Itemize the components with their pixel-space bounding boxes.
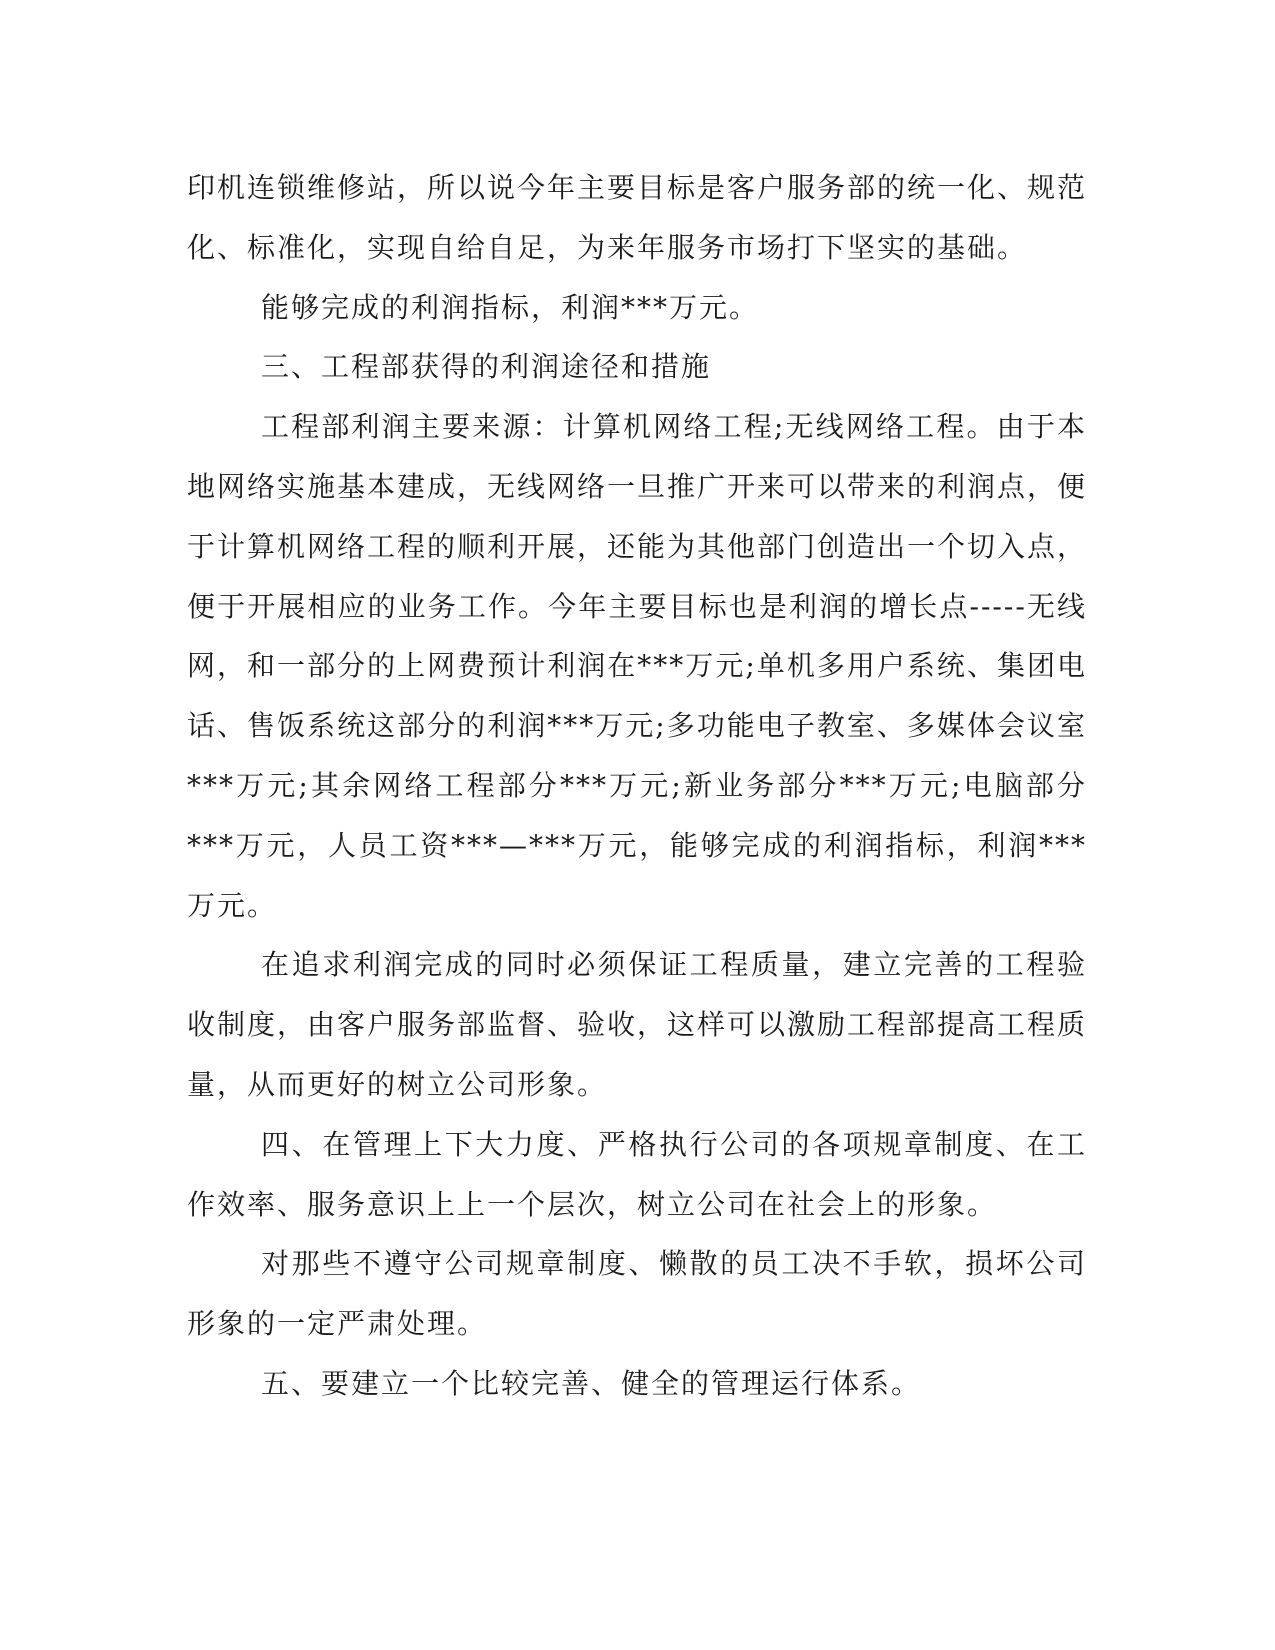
section-heading-management-system: 五、要建立一个比较完善、健全的管理运行体系。 (261, 1366, 922, 1400)
paragraph-discipline: 对那些不遵守公司规章制度、懒散的员工决不手软，损坏公司形象的一定严肃处理。 (187, 1247, 1087, 1341)
paragraph-continuation: 印机连锁维修站，所以说今年主要目标是客户服务部的统一化、规范化、标准化，实现自给自足，为来年服务市场打下坚实的基础。 (187, 171, 1088, 264)
paragraph-profit-target: 能够完成的利润指标，利润***万元。 (261, 290, 760, 324)
paragraph-engineering-quality: 在追求利润完成的同时必须保证工程质量，建立完善的工程验收制度，由客户服务部监督、验收，这样可以激励工程部提高工程质量，从而更好的树立公司形象。 (187, 948, 1088, 1101)
section-heading-engineering-profit: 三、工程部获得的利润途径和措施 (261, 350, 712, 384)
document-body (187, 158, 1087, 1414)
section-heading-management: 四、在管理上下大力度、严格执行公司的各项规章制度、在工作效率、服务意识上上一个层次，树立公司在社会上的形象。 (187, 1127, 1087, 1221)
paragraph-engineering-profit-sources: 工程部利润主要来源：计算机网络工程;无线网络工程。由于本地网络实施基本建成，无线网络一旦推广开来可以带来的利润点，便于计算机网络工程的顺利开展，还能为其他部门创造出一个切入点，便于开展相应的业务工作。今年主要目标也是利润的增长点-----无线网，和一部分的上网费预计利润在***万元;单机多用户系统、集团电话、售饭系统这部分的利润***万元;多功能电子教室、多媒体会议室***万元;其余网络工程部分***万元;新业务部分***万元;电脑部分***万元，人员工资***—***万元，能够完成的利润指标，利润***万元。 (187, 410, 1088, 922)
